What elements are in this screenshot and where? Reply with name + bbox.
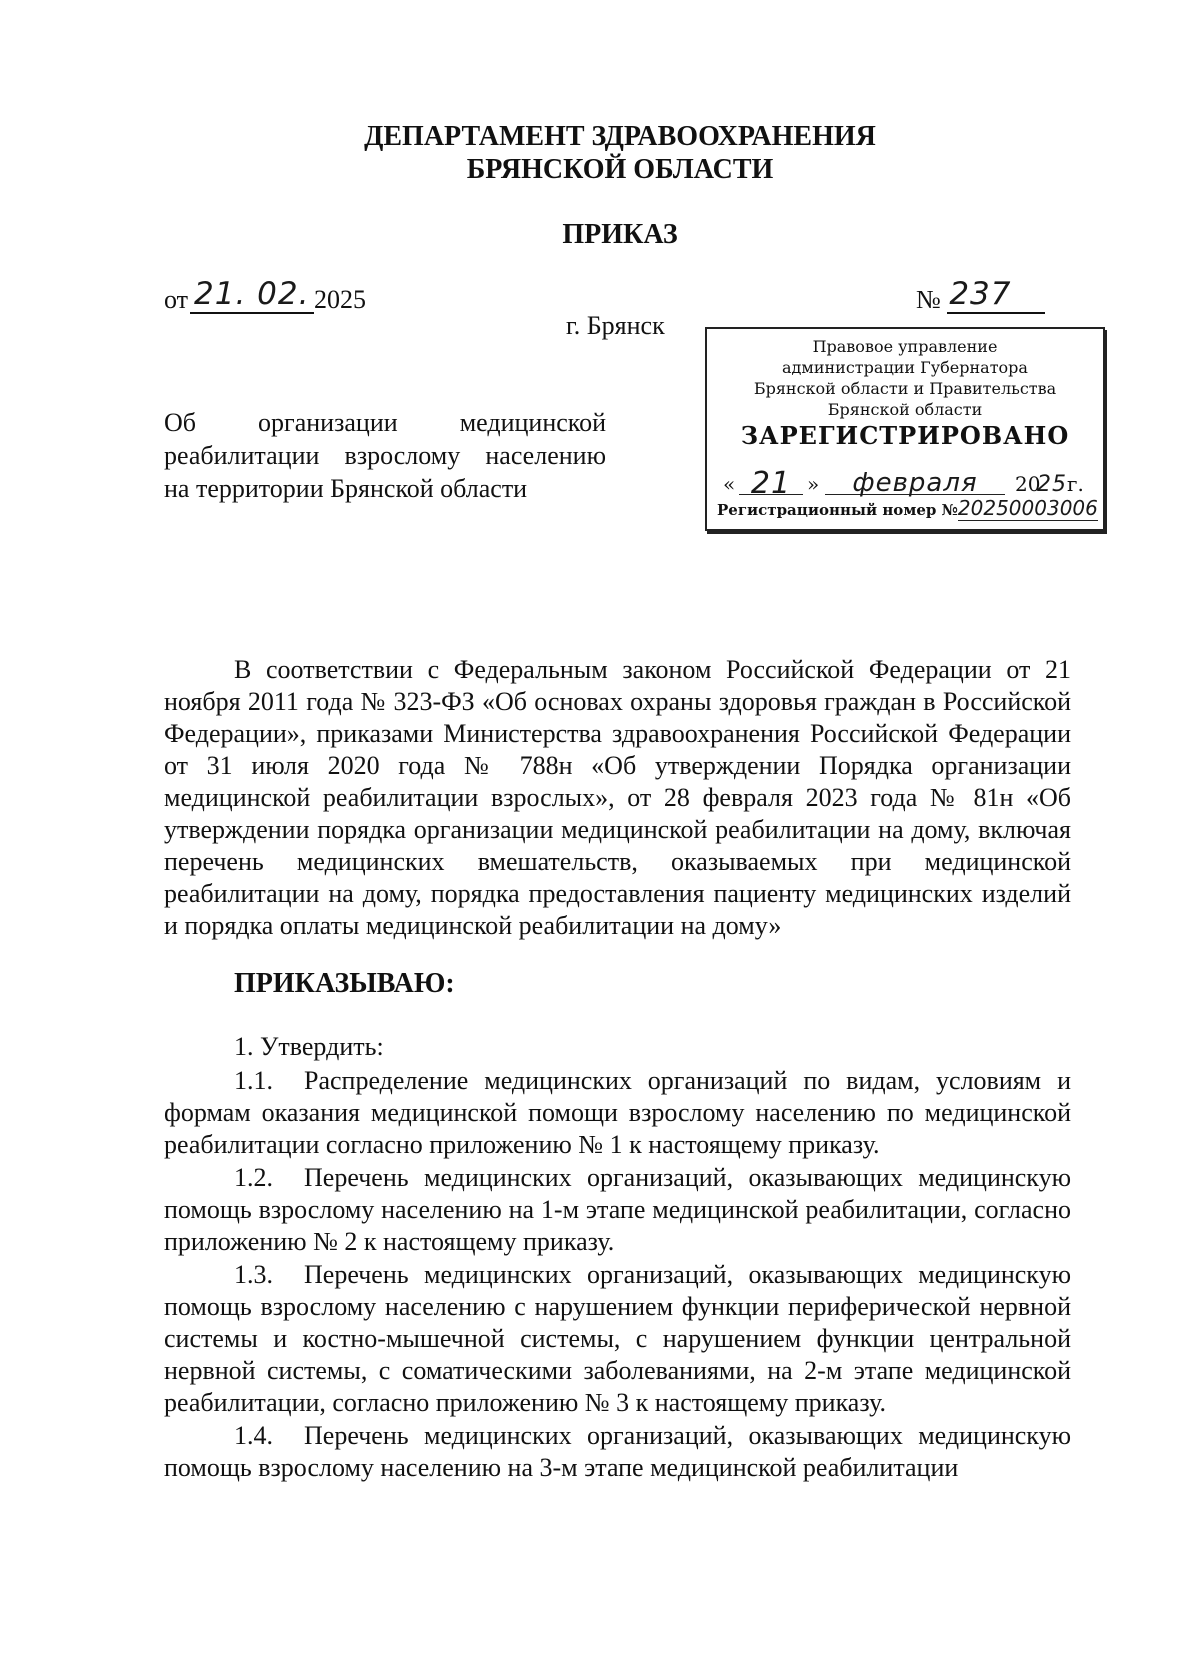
- date-handwritten: 21. 02.: [190, 276, 314, 314]
- stamp-registered: ЗАРЕГИСТРИРОВАНО: [740, 421, 1070, 450]
- stamp-day-handwritten: 21: [739, 473, 803, 495]
- stamp-line-4: Брянской области: [827, 400, 983, 419]
- date-year: 2025: [314, 285, 367, 314]
- item-label: 1.2.: [234, 1163, 273, 1192]
- preamble-paragraph: В соответствии с Федеральным законом Российской Федерации от 21 ноября 2011 года № 323-ФЗ «Об основах охраны здоровья граждан в Российской Федерации», приказами Министерства здравоохранения Российской Федерации от 31 июля 2020 года № 788н «Об утверждении Порядка организации медицинской реабилитации взрослых», от 28 февраля 2023 года № 81н «Об утверждении порядка организации медицинской реабилитации на дому, включая перечень медицинских вмешательств, оказываемых при медицинской реабилитации на дому, порядка предоставления пациенту медицинских изделий и порядка оплаты медицинской реабилитации на дому»: [164, 655, 1071, 940]
- item-text: Перечень медицинских организаций, оказывающих медицинскую помощь взрослому населению на 3-м этапе медицинской реабилитации: [164, 1421, 1071, 1482]
- number-prefix: №: [916, 285, 941, 314]
- item-text: Перечень медицинских организаций, оказывающих медицинскую помощь взрослому населению с нарушением функции периферической нервной системы и костно-мышечной системы, с нарушением функции центральной нервной системы, с соматическими заболеваниями, на 2-м этапе медицинской реабилитации, согласно приложению № 3 к настоящему приказу.: [164, 1260, 1071, 1417]
- approval-items-list: [164, 1065, 1071, 1485]
- stamp-year-prefix: 20: [1015, 472, 1041, 496]
- stamp-line-2: администрации Губернатора: [782, 358, 1028, 377]
- item-approve: 1. Утвердить:: [234, 1032, 384, 1061]
- list-item: [164, 1420, 1071, 1484]
- list-item: [164, 1162, 1071, 1258]
- stamp-regnum-handwritten: 20250003006: [957, 496, 1098, 520]
- city: г. Брянск: [566, 311, 665, 340]
- list-item: [164, 1065, 1071, 1161]
- item-label: 1.4.: [234, 1421, 273, 1450]
- subject-line-1: Об организации медицинской: [164, 408, 606, 437]
- list-item: [164, 1259, 1071, 1419]
- stamp-quote-close: »: [807, 472, 820, 496]
- item-label: 1.1.: [234, 1066, 273, 1095]
- subject-line-3: на территории Брянской области: [164, 474, 528, 503]
- subject-line-2: реабилитации взрослому населению: [164, 441, 606, 470]
- stamp-year-suffix: г.: [1067, 472, 1084, 496]
- order-number: [916, 276, 1045, 318]
- stamp-year-handwritten: 25: [1037, 472, 1067, 497]
- item-label: 1.3.: [234, 1260, 273, 1289]
- department-line-2: БРЯНСКОЙ ОБЛАСТИ: [466, 154, 774, 185]
- document-type: ПРИКАЗ: [562, 219, 678, 250]
- stamp-line-1: Правовое управление: [812, 337, 998, 356]
- registration-stamp: [705, 327, 1105, 531]
- order-directive: ПРИКАЗЫВАЮ:: [234, 968, 455, 999]
- stamp-regnum-label: Регистрационный номер №: [717, 501, 958, 519]
- stamp-month-handwritten: февраля: [825, 473, 1005, 495]
- stamp-date: [719, 461, 1095, 501]
- item-text: Перечень медицинских организаций, оказывающих медицинскую помощь взрослому населению на 1-м этапе медицинской реабилитации, согласно приложению № 2 к настоящему приказу.: [164, 1163, 1071, 1256]
- date-prefix: от: [164, 285, 189, 314]
- department-line-1: ДЕПАРТАМЕНТ ЗДРАВООХРАНЕНИЯ: [364, 121, 876, 152]
- stamp-line-3: Брянской области и Правительства: [753, 379, 1057, 398]
- number-handwritten: 237: [947, 276, 1045, 314]
- stamp-registration-number: [717, 498, 1101, 521]
- order-subject: [164, 406, 606, 505]
- order-date: [164, 276, 367, 318]
- item-text: Распределение медицинских организаций по видам, условиям и формам оказания медицинской помощи взрослому населению по медицинской реабилитации согласно приложению № 1 к настоящему приказу.: [164, 1066, 1071, 1159]
- department-header: [0, 120, 1200, 186]
- stamp-quote-open: «: [723, 472, 736, 496]
